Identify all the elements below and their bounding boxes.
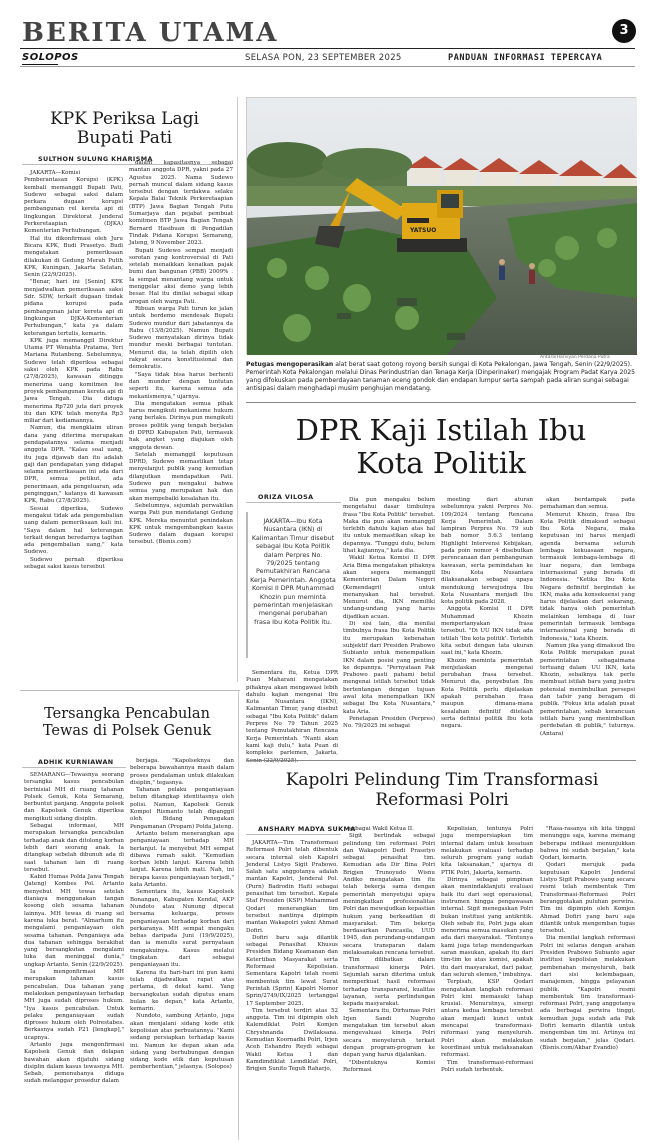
masthead-logo: SOLOPOS (22, 52, 79, 63)
paragraph: Tim transformasi-reformasi Polri sudah terbentuk. (441, 1059, 533, 1073)
kapolri-column-2 (343, 826, 435, 1140)
paragraph: Dofiri baru saja dilantik sebagai Penasihat Khusus Presiden Bidang Keamanan dan Ketertiban Masyarakat serta Reformasi Kepolisian. Sementara Kapolri telah resmi membentuk tim lewat Surat Perintah (Sprin) Kapolri Nomor Sprin/2749/IX/2025 tertanggal 17 September 2025. (246, 934, 338, 1007)
column-divider-2 (238, 690, 239, 1140)
cabul-byline-rule (22, 767, 126, 768)
photo-caption-text: alat berat saat gotong royong bersih sungai di Kota Pekalongan, Jawa Tengah, Senin (22/9/2025). Pemerintah Kota Pekalongan melalui Dinas Perindustrian dan Tenaga Kerja (Dinperinaker) mengajak Program Padat Karya 2025 yang difokuskan pada pemberdayaan tanaman eceng gondok dan endapan lumpur serta sampah pada aliran sungai sebagai antisipasi dalam menghadapi musim penghujan mendatang. (246, 361, 635, 392)
cabul-headline: Tersangka Pencabulan Tewas di Polsek Genuk (42, 706, 212, 739)
header-divider (20, 48, 635, 49)
page-number-badge: 3 (612, 19, 636, 43)
photo-bottom-rule (246, 402, 636, 403)
paragraph: Dia pun mengaku belum mengetahui dasar timbulnya frasa "Ibu Kota Politik" tersebut. Maka dia pun akan memanggil terlebih dahulu kajian atas hal itu untuk memastikan sikap ke depannya. "Tunggu dulu, belum lihat kajiannya," kata dia. (343, 497, 435, 555)
paragraph: "Rasa-rasanya sih kita tinggal menunggu saja, karena memang beberapa indikasi menunjukkan bahwa ini sudah berjalan," kata Qodari, kemarin. (540, 826, 635, 862)
paragraph: dalam kapasitasnya sebagai mantan anggota DPR, yakni pada 27 Agustus 2025. Nama Sudewo pernah muncul dalam sidang kasus tersebut dengan terdakwa selaku Kepala Balai Teknik Perkeretaapian (BTP) Jawa Bagian Tengah Putu Sumarjaya dan pejabat pembuat komitmen BTP Jawa Bagian Tengah Bernard Hasibuan di Pengadilan Tindak Pidana Korupsi Semarang, Jateng, 9 November 2023. (129, 160, 233, 247)
paragraph: berjaga. "Kapolseknya dan beberapa bawahannya masih dalam proses pendalaman untuk dilakukan disiplin," tegasnya. (130, 758, 234, 786)
paragraph: Sementara itu, Dirhumas Polri Irjen Sandi Nugroho mengatakan tim tersebut akan mengevaluasi kinerja Polri secara menyeluruh terkait dengan program-program ke depan yang harus dijalankan. (343, 1008, 435, 1059)
kapolri-byline: ANSHARY MADYA SUKMA (258, 825, 356, 833)
dpr-column-2 (343, 497, 435, 752)
paragraph: "Saya tidak bisa harus berhenti dan mundur dengan tuntutan seperti itu, karena semua ada mekanismenya," ujarnya. (129, 371, 233, 400)
paragraph: JAKARTA—Tim Transformasi Reformasi Polri telah dibentuk secara internal oleh Kapolri Jenderal Listyo Sigit Prabowo. Salah satu anggotanya adalah mantan Kapolri, Jenderal Pol. (Purn) Badrodin Haiti sebagai penasihat tim tersebut. Kepala Staf Presiden (KSP) Muhammad Qodari menerangkan tim tersebut nantinya dipimpin mantan Wakapolri yakni Ahmad Dofiri. (246, 840, 338, 934)
paragraph: Kepolisian, tentunya Polri juga mempersiapkan tim internal dalam untuk kesatuan melakukan evaluasi terhadap seluruh program yang sudah kita laksanakan," ujarnya di PTIK Polri, Jakarta, kemarin. (441, 826, 533, 876)
excavator-photo (246, 97, 636, 354)
paragraph: Dia menilai langkah reformasi Polri ini selaras dengan arahan Presiden Prabowo Subianto agar institusi kepolisian melakukan pembenahan menyeluruh, baik dari sisi kelembagaan, manajemen, hingga pelayanan publik. "Kapolri resmi membentuk tim transformasi-reformasi Polri, yang anggotanya ada berbagai perwira tinggi, kemudian juga sudah ada Pak Dofiri kemarin dilantik untuk mengemban tim ini. Artinya ini sudah berjalan," jelas Qodari. (Bisnis.com/Akbar Evandio) (540, 935, 635, 1051)
dpr-byline: ORIZA VILOSA (258, 493, 314, 501)
paragraph: SEMARANG—Tewasnya seorang tersangka kasus pencabulan berinisial MH di ruang tahanan Polsek Genuk, Kota Semarang, berbuntut panjang. Anggota polsek dan Kapolsek Genuk diperiksa mengikuti sidang disiplin. (24, 772, 124, 822)
paragraph: Artanto juga mengonfirmasi Kapolsek Genuk dan delapan bawahan akan dijatuhi sidang disiplin dalam kasus tewasnya MH. Sebab, pemenuhanya diduga sudah melanggar prosedur dalam (24, 1041, 124, 1085)
dpr-headline: DPR Kaji Istilah Ibu Kota Politik (295, 413, 587, 480)
paragraph: "Benar, hari ini [Senin] KPK menjadwalkan pemeriksaan saksi Sdr. SDW, terkait dugaan tindak pidana korupsi pada pembangunan jalur kereta api di lingkungan DJKA-Kementerian Perhubungan," kata ya dalam keterangan tertulis, kemarin. (24, 279, 123, 337)
dateline: SELASA PON, 23 SEPTEMBER 2025 (245, 53, 402, 63)
cabul-top-rule (20, 690, 240, 691)
paragraph: Dirinya sebagai pimpinan akan menindaklanjuti evaluasi baik itu dari segi operasional, instrumen hingga pengawasan internal. Sigit menegaskan Polri bukan institusi yang antikritik. Oleh sebab itu, Polri juga akan menerima semua masukan yang ada dari masyarakat. "Tentunya kami juga tetap mendengarkan saran masukan, apakah itu dari tim-tim ke atas komisi, apakah itu dari masyarakat, dari pakar, dan seluruh elemen," imbuhnya. (441, 877, 533, 978)
paragraph: Sebelumnya, sejumlah perwakilan warga Pati pun mendatangi Gedung KPK. Mereka menuntut penindakan KPK untuk mengembangkan kasus Sudewo dalam dugaan korupsi tersebut. (Bisnis.com) (129, 502, 233, 546)
kapolri-byline-rule (246, 834, 341, 835)
paragraph: sebagai Wakil Ketua II. (349, 826, 414, 832)
paragraph: Sesuai diperiksa, Sudewo mengakui tidak ada pengembalian uang dalam pemeriksaan kali ini. "Saya dalam hal keterangan terkait dengan beredarnya tagihan ada pengembalian uang," kata Sudewo. (24, 505, 123, 556)
paragraph: Terpisah, KSP Qodari mengatakan langkah reformasi Polri kini memasuki tahap krusial. Menurutnya, sinergi antara kedua lembaga tersebut akan menjadi kunci untuk mencapai transformasi-reformasi yang menyeluruh. Polri akan melakukan koordinasi untuk melaksanakan reformasi. (441, 979, 533, 1059)
dpr-column-3 (441, 497, 533, 752)
paragraph: Dia mengatakan semua pihak harus mengikuti mekanisme hukum yang berlaku. Dirinya pun mengikuti proses politik yang tengah berjalan di DPRD Kabupaten Pati, termasuk hak angket yang diajukan oleh anggota dewan. (129, 400, 233, 451)
kapolri-column-3 (441, 826, 533, 1140)
kapolri-headline: Kapolri Pelindung Tim Transformasi Reformasi Polri (285, 770, 599, 810)
paragraph: Sementara itu, kasus Kapolsek Bonangan, Kabupaten Kendal, AKP Nundoto atau Nunung dipecat bersama keluarga, proses penganiayaan terhadap korban dari perkaranya. MH sempat mengaku bebas daripada Juni (19/9/2025), dan ia menulis surat pernyataan mengakuinya. Kasus melalui tingkatan dari sebagai penganiayaan itu. (130, 889, 234, 969)
paragraph: Karena itu hari-hari ini pun kami telah dijadwalkan rapat atas pertama, di dekat kami. Yang bersangkutan sudah diputus enam bulan ke depan," kata Artanto, kemarin. (130, 969, 234, 1013)
paragraph: Kabid Humas Polda Jawa Tengah (Jateng) Kombes Pol. Artanto menyebut MH tewas setelah dianiaya menggunakan tangan kosong oleh sesama tahanan lainnya. MH tewas di ruang sel karena luka berat. "Almarhum itu mengalami penganiayaan oleh sesama tahanan. Penganiaya ada dua tahanan sehingga berakibat yang bersangkutan mengalami luka dan meninggal dunia," ungkap Artanto, Senin (22/9/2025). (24, 874, 124, 968)
paragraph: Penetapan Presiden (Perpres) No. 79/2025 ini sebagai (343, 715, 435, 730)
excavator-brand-label: YATSUO (410, 227, 437, 234)
kpk-column-2 (129, 160, 233, 675)
paragraph: Sigit bertindak sebagai pelindung tim reformasi Polri dan Wakapolri Dedi Prasetyo sebagai penasihat tim. Kemudian ada Dir Bina Polri Brigjen Trunoyudo Wisnu Andiko mengatakan tim itu telah bekerja sama dengan pemerintah menyetujui upaya meningkatkan profesionalitas Polri dan mewujudkan kepastian hukum yang berkeadilan di masyarakat. Tim bekerja berdasarkan Pancasila, UUD 1945, dan perundang-undangan secara transparan dalam melaksanakan rencana tersebut. (343, 833, 435, 957)
paragraph: Tim dilibatkan dalam transformasi kinerja Polri. Sejumlah saran diterima untuk memperkuat hasil reformasi terhadap transparansi, kualitas layanan, serta perlindungan kepada masyarakat. (343, 957, 435, 1008)
dpr-column-4 (540, 497, 635, 752)
paragraph: Qodari merujuk pada keputusan Kapolri Jenderal Listyo Sigit Prabowo yang secara resmi telah membentuk Tim Transformasi-Reformasi Polri beranggotakan puluhan perwira. Tim ini dipimpin oleh Komjen Ahmad Dofiri yang baru saja dilantik untuk mengemban tugas tersebut. (540, 862, 635, 935)
photo-caption-lead: Petugas mengoperasikan (246, 361, 334, 368)
cabul-column-1 (24, 772, 124, 1140)
paragraph: Anggota Komisi II DPR Muhammad Khozin mempertanyakan frasa tersebut. "Di UU IKN tidak ada istilah 'Ibu kota politik'. Terlebih kita sebut dengan tata ukuran saat ini," kata Khozin. (441, 606, 533, 657)
paragraph: Sebagai informasi, MH merupakan tersangka pencabulan terhadap anak dan ditolong korban lebih dari seorang anak. Ia ditangkap sebelah dibunuh ada di saat tahanan lain di ruang tersebut. (24, 823, 124, 873)
kpk-byline: SULTHON SULUNG KHARISMA (38, 155, 153, 163)
section-title: BERITA UTAMA (22, 18, 279, 48)
paragraph: "Dibentuknya Komisi Reformasi (343, 1059, 435, 1073)
paragraph: Namun, dia mengklaim uliran dana yang diterima merupakan pendapatannya selama menjadi anggota DPR. "Kalau soal uang, itu juga dijawab dan itu adalah gaji dan pendapatan yang didapat selama pemerikasaan ini ada dari DPR, semua petikut, ada penerimaan, ada pengeluaran, ada penginggan," katanya di kawasan KPK, Rabu (27/8/2025). (24, 425, 123, 505)
dpr-column-1 (246, 670, 338, 757)
paragraph: Di sisi lain, dia menilai timbulnya frasa Ibu Kota Politik itu merupakan kebenahan subjektif dari Presiden Prabowo Subianto untuk menempatkan IKN dalam posisi yang penting ke depannya. "Pernyataan Pak Prabowo pasti pahami betul mengenai istilah tersebut tidak bertentangan dengan tujuan awal kita menempatkan IKN sebagai Ibu Kota Nusantara," kata Aria. (343, 621, 435, 715)
dpr-pullquote: JAKARTA—Ibu Kota Nusantara (IKN) di Kalimantan Timur disebut sebagai Ibu Kota Politik dalam Perpres No. 79/2025 tentang Pemutakhiran Rencana Kerja Pemerintah. Anggota Komisi II DPR Muhammad Khozin pun meminta pemerintah menjelaskan mengenai perubahan frasa Ibu Kota Politik itu. (250, 517, 336, 626)
tagline: PANDUAN INFORMASI TEPERCAYA (448, 53, 603, 63)
paragraph: JAKARTA—Komisi Pemberantasan Korupsi (KPK) kembali memanggil Bupati Pati, Sudewo sebagai saksi dalam perkara dugaan korupsi pembangunan rel kereta api di lingkungan Direktorat Jenderal Perkeretaapian (DJKA) Kementerian Perhubungan. (24, 170, 123, 235)
masthead-underline (22, 64, 58, 65)
paragraph: Ia mengonfirmasi MH merupakan tahanan kasus pencabulan. Dua tahanan yang melakukan penganiayaan terhadap MH juga sudah diproses hukum. "Iya kasus pencabulan. Untuk pelaku penganiayaan sudah diproses hukum oleh Polrestabes. Berkasnya sudah P21 [lengkap]," ucapnya. (24, 969, 124, 1041)
kapolri-column-1 (246, 840, 338, 1140)
paragraph: Tim tersebut terdiri atas 52 anggota. Tim ini dipimpin oleh Kalemdiklat Polri Komjen Chryshnanda Dwilaksana. Kemudian Koornadhi Polri, Irjen Aceh Eshandro Reydi sebagai Wakil Ketua 1 dan Kamdimdiklat Lemdiklat Polri, Brigjen Sunito Teguh Raharjo, (246, 1007, 338, 1073)
paragraph: Namun jika yang dimaksud Ibu Kota Politik merupakan pusat pemerintahan sebagaimana tertuang dalam UU IKN, kata Khozin, sebaiknya tak perlu membuat istilah baru yang justru potensial menimbulkan persepsi dan tafsir yang beragam di publik. "Fokus kita adalah pusat pemerintahan, sebab kerancuan istilah baru yang menimbulkan perdebatan di publik," tuturnya. (Antara) (540, 642, 635, 737)
paragraph: Sudewo pernah diperiksa sebagai saksi kasus tersebut (24, 556, 123, 571)
paragraph: meeting dari aturan sebelumnya yakni Perpres No. 109/2024 tentang Rencana Kerja Pemerintah. Dalam lampiran Perpres No. 79 sub bab nomor 5.6.3 tentang Highlight Intervensi Kebijakan, pada poin nomor 4 disebutkan perencanaan dan pembangunan kawasan, serta pemindahan ke Ibu Kota Nusantara dilaksanakan sebagai upaya mendukung terwujudnya Ibu Kota Nusantara menjadi Ibu kota politik pada 2028. (441, 497, 533, 606)
paragraph: KPK juga memanggil Direktur Utama PT Wenahta Pratama, Yeri Mariana Rutanbeng. Sebelumnya, Sudewo telah diperiksa sebagai saksi oleh KPK pada Rabu (27/8/2025), kawasan ditinggu menerima uang komitmen fee proyek pembangunan kereta api di Jawa Tengah. Dia diduga menerima Rp720 juta dari proyek itu dan KPK telah menyita Rp3 miliar dari kediamannya. (24, 337, 123, 425)
kapolri-top-rule (246, 760, 636, 761)
paragraph: Setelah memanggil keputusan DPRD, Sudewo memastikan tetap menyelanjut publik yang kemudian dilanjutkan mendapatkan Pati. Sudewo pun mengakui bahwa semua yang merupakan hak dan akan mempebaiki kesalahan itu. (129, 451, 233, 502)
paragraph: Nundoto, sambung Artanto, juga akan menjalani sidang kode etik kepolisian atas perbuatannya. "Kami sedang persiapkan terhadap kasus ini. Namun ke depan akan ada sidang yang berhubungan dengan sidang kode etik dan keputusan pemberhentian," jelasnya. (Solopos) (130, 1013, 234, 1071)
paragraph: Artanto belum menerangkan apa penganiayaan terhadap MH berlanjut. Ia menyebut MH sempat dibawa rumah sakit. "Kemudian korban lebih lanjut. Karena lebih lanjut. Karena lebih mati. Nah, ini berapa kasus penganiayaan terjadi," kata Artanto. (130, 830, 234, 889)
cabul-column-2 (130, 758, 234, 1140)
paragraph: Bupati Sudewo sempat menjadi sorotan yang kontroversial di Pati setelah menaikkan kenaikan pajak bumi dan bangunan (PBB) 2009% . Ia sempat menantang warga untuk menggelar aksi demo yang lebih besar. Hal itu dinilai sebagai sikap arogan oleh warga Pati. (129, 247, 233, 305)
kapolri-column-4 (540, 826, 635, 1140)
paragraph: Menurut Khozin, frasa Ibu Kota Politik dimaksud sebagai Ibu Kota Negara, maka keputusan ini harus menjadi agenda bersama seluruh lembaga kekuasaan negara, termasuk lembaga-lembaga di luar negara, dan lembaga internasional yang berada di Indonesia. "Ketika Ibu Kota Negara definitif bergindah ke IKN, maka ada konsekuensi yang harus dijelaskan dari sekarang, tidak hanya oleh pemerintah melainkan lembaga di luar pemerintah termasuk lembaga internasional yang berada di Indonesia," kata Khozin. (540, 511, 635, 642)
kpk-headline: KPK Periksa Lagi Bupati Pati (50, 109, 199, 149)
cabul-byline: ADHIK KURNIAWAN (38, 758, 114, 766)
photo-caption (246, 361, 636, 393)
paragraph: Sementara itu, Ketua DPR Puan Maharani mengatakan pihaknya akan mengawasi lebih dahulu kajian mengenai Ibu Kota Nusantara (IKN), Kalimantan Timur, yang disebut sebagai "Ibu Kota Politik" dalam Perpres No 79 Tahun 2025 tentang Pemutakhiran Rencana Kerja Pemerintah. "Nanti akan kami kaji dulu," kata Puan di kompleks parlemen, Jakarta, (246, 670, 338, 757)
dpr-byline-rule (246, 502, 341, 503)
paragraph: Hal itu dikonfirmasi oleh Juru Bicara KPK, Budi Prasetyo. Budi mengatakan pemeriksaan dilakukan di Gedung Merah Putih KPK, Kuningan, Jakarta Selatan, Senin (22/9/2025). (24, 235, 123, 279)
kpk-column-1 (24, 170, 123, 680)
paragraph: Tahanan pelaku penganiayaan belum ditangkap identitasnya oleh polisi. Namun, Kapolsek Genuk Kompol Rismanto telah dipanggil oleh Bidang Penegakan Pengamanan (Propam) Polda Jateng. (130, 787, 234, 830)
paragraph: Wakil Ketua Komisi II DPR Aria Bima mengatakan pihaknya akan segera memanggil Kementerian Dalam Negeri (Kemendagri) untuk menanyakan hal tersebut. Menurut dia, IKN memiliki undang-undang yang harus dijadikan acuan. (343, 555, 435, 620)
column-divider (237, 97, 238, 682)
paragraph: akan berdampak pada pemahaman dan semua. (540, 497, 635, 511)
paragraph: Khozin meminta pemerintah menjelaskan mengenai perubahan frasa tersebut. Menurut dia, penyebutan Ibu Kota Politik perlu dijelaskan apakah perubahan frasa maupun dimana-mana kesalahan definitif ditelaah serta definisi politik Ibu kota negara. (441, 657, 533, 730)
pullquote-bar (246, 512, 248, 658)
photo-credit: Antara/Harviyan Perdana Putra (540, 355, 610, 360)
paragraph: Ribuan warga Pati turun ke jalan untuk berdemo mendesak Bupati Sudewo mundur dari jabatannya da Rabu (13/8/2025). Namun Bupati Sudewo menyatakan dirinya tidak mundur meski berbagai tuntutan. Menurut dia, ia telah dipilih oleh rakyat secara konstitusional dan demokratis. (129, 305, 233, 371)
header-bottom-rule (20, 66, 635, 67)
excavator-photo-image (247, 98, 637, 355)
